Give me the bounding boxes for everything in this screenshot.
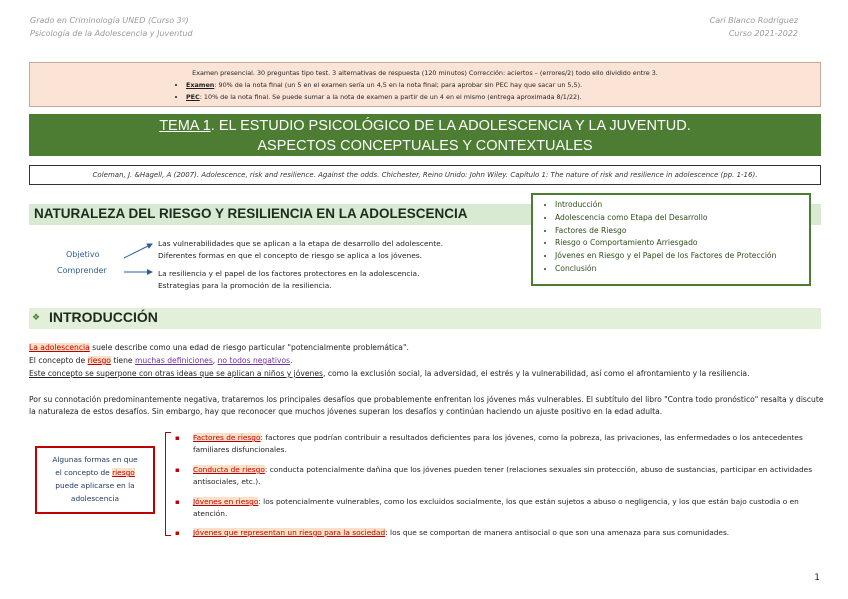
highlight-adolescence: La adolescencia (29, 343, 90, 352)
chapter-title (29, 116, 821, 136)
exam-info-box (29, 62, 821, 107)
box-line (37, 466, 153, 479)
understand-label: Comprender (57, 266, 107, 275)
header-left (30, 14, 193, 40)
risk-forms-box (35, 446, 155, 514)
toc-item: • Riesgo o Comportamiento Arriesgado (555, 237, 803, 250)
chapter-banner (29, 114, 821, 156)
bullet-icon: ▪ (175, 434, 180, 442)
chapter-title-text: . EL ESTUDIO PSICOLÓGICO DE LA ADOLESCENCIA Y LA JUVENTUD. (210, 118, 691, 134)
objective-list-top (158, 238, 518, 262)
highlight-definitions: muchas definiciones (134, 356, 213, 365)
risk-text: : conducta potencialmente dañina que los jóvenes pueden tener (relaciones sexuales sin protección, abuso de sustancias, participar en actividades antisociales, etc.). (193, 465, 813, 487)
chapter-subtitle: ASPECTOS CONCEPTUALES Y CONTEXTUALES (257, 138, 593, 154)
box-line: Algunas formas en que (52, 455, 138, 464)
bibliographic-reference: Coleman, J. &Hagell, A (2007). Adolescence, risk and resilience. Against the odds. Chichester, Reino Unido: John Wiley. Capítulo 1: The nature of risk and resilience in adolescence (pp. 1-16). (29, 165, 821, 185)
objective-line: Estrategias para la promoción de la resiliencia. (158, 281, 332, 290)
box-line: adolescencia (70, 494, 120, 503)
chapter-number: TEMA 1 (159, 118, 211, 134)
page-number: 1 (814, 573, 820, 583)
text: tiene (110, 356, 135, 365)
exam-item (186, 91, 812, 103)
exam-item-label: Examen (186, 81, 215, 89)
section-title: INTRODUCCIÓN (49, 309, 158, 325)
objective-line: Diferentes formas en que el concepto de riesgo se aplica a los jóvenes. (158, 251, 422, 260)
risk-label: Jóvenes en riesgo (193, 497, 259, 506)
toc-item: • Adolescencia como Etapa del Desarrollo (555, 212, 803, 225)
author-label: Cari Blanco Rodríguez (709, 16, 798, 25)
intro-paragraph-3 (29, 368, 824, 380)
subject-label: Psicología de la Adolescencia y Juventud (30, 29, 193, 38)
toc-item: • Factores de Riesgo (555, 225, 803, 238)
bullet-icon: ▪ (175, 466, 180, 474)
text: el concepto de (55, 468, 113, 477)
objective-line: La resiliencia y el papel de los factores protectores en la adolescencia. (158, 269, 420, 278)
exam-list (38, 79, 812, 103)
toc-item: • Introducción (555, 199, 803, 212)
objective-arrows (122, 238, 158, 278)
risk-text: : los que se comportan de manera antisocial o que son una amenaza para sus comunidades. (385, 528, 730, 537)
exam-item-label: PEC (186, 93, 200, 101)
objective-list-bottom (158, 268, 518, 292)
risk-text: : los potencialmente vulnerables, como los excluidos socialmente, los que están sujetos a abuso o negligencia, y los que están bajo custodia o en atención. (193, 497, 799, 519)
objective-line: Las vulnerabilidades que se aplican a la etapa de desarrollo del adolescente. (158, 239, 444, 248)
text: El concepto de (29, 356, 88, 365)
text: , como la exclusión social, la adversidad, el estrés y la vulnerabilidad, así como el afrontamiento y la resiliencia. (323, 369, 750, 378)
risk-item (175, 432, 823, 457)
degree-label: Grado en Criminología UNED (Curso 3º) (30, 16, 189, 25)
section-title: NATURALEZA DEL RIESGO Y RESILIENCIA EN LA ADOLESCENCIA (34, 206, 468, 221)
bullet-icon: ▪ (175, 498, 180, 506)
bullet-icon: ▪ (175, 529, 180, 537)
intro-paragraph-2 (29, 355, 824, 367)
text: , (212, 356, 218, 365)
table-of-contents (531, 193, 811, 286)
highlight-not-negative: no todos negativos (217, 356, 291, 365)
diamond-bullet-icon: ❖ (32, 313, 41, 323)
text: suele describe como una edad de riesgo particular "potencialmente problemática". (89, 343, 409, 352)
exam-item (186, 79, 812, 91)
risk-label: Factores de riesgo (193, 433, 261, 442)
box-line: puede aplicarse en la (55, 481, 135, 490)
risk-label: Conducta de riesgo (193, 465, 265, 474)
risk-item (175, 496, 823, 521)
highlight-risk: riesgo (87, 356, 111, 365)
toc-item: • Jóvenes en Riesgo y el Papel de los Factores de Protección (555, 250, 803, 263)
bracket-connector (165, 432, 171, 536)
intro-paragraph-4: Por su connotación predominantemente negativa, trataremos los principales desafíos que probablemente enfrentan los jóvenes más vulnerables. El subtítulo del libro "Contra todo pronóstico" resalta y discute la naturaleza de estos desafíos. Sin embargo, hay que reconocer que muchos jóvenes superan los desafíos y continúan haciendo un ajuste positivo en la edad adulta. (29, 395, 824, 416)
header-right (710, 14, 798, 40)
risk-item (175, 527, 823, 539)
highlight-risk: riesgo (112, 468, 135, 477)
exam-item-text: : 10% de la nota final. Se puede sumar a la nota de examen a partir de un 4 en el mismo (entrega aproximada 8/1/22). (199, 93, 582, 101)
objective-label: Objetivo (66, 250, 100, 259)
text: . (290, 356, 293, 365)
section-header-intro (29, 308, 821, 329)
intro-paragraph-1 (29, 342, 824, 354)
exam-summary: Examen presencial. 30 preguntas tipo test. 3 alternativas de respuesta (120 minutos) Corrección: aciertos – (errores/2) todo ello dividido entre 3. (192, 69, 658, 77)
course-year-label: Curso 2021-2022 (728, 29, 798, 38)
risk-text: : factores que podrían contribuir a resultados deficientes para los jóvenes, como la pobreza, las privaciones, las enfermedades o los antecedentes familiares disfuncionales. (193, 433, 803, 455)
risk-item (175, 464, 823, 489)
risk-label: Jóvenes que representan un riesgo para la sociedad (193, 528, 386, 537)
toc-item: • Conclusión (555, 263, 803, 276)
underlined-concept: Este concepto se superpone con otras ideas que se aplican a niños y jóvenes (29, 369, 323, 378)
exam-item-text: : 90% de la nota final (un 5 en el examen sería un 4,5 en la nota final; para aprobar sin PEC hay que sacar un 5,5). (214, 81, 583, 89)
